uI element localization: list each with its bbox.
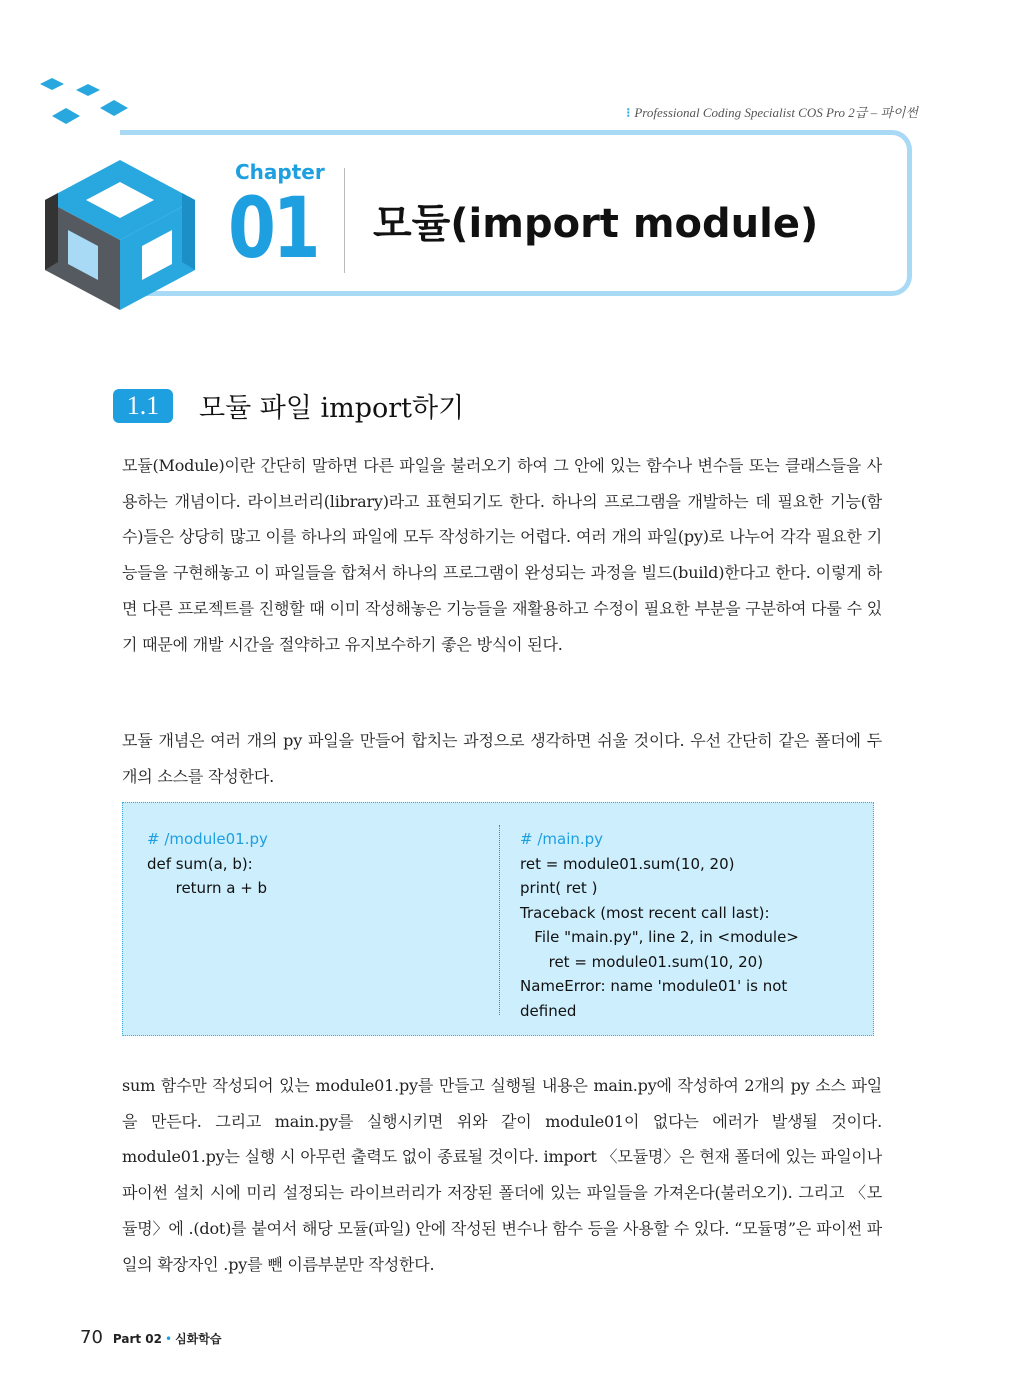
- section-number-badge: 1.1: [113, 389, 173, 423]
- code-left-column: [147, 827, 268, 901]
- footer-subtitle: 심화학습: [175, 1332, 222, 1346]
- cube-logo-icon: [30, 70, 210, 320]
- body-paragraph-2: 모듈 개념은 여러 개의 py 파일을 만들어 합치는 과정으로 생각하면 쉬울 것이다. 우선 간단히 같은 폴더에 두 개의 소스를 작성한다.: [122, 731, 882, 786]
- code-line: ret = module01.sum(10, 20): [520, 854, 735, 873]
- chapter-title: 모듈(import module): [373, 201, 819, 247]
- chapter-label: Chapter: [235, 160, 325, 184]
- header-note-text: Professional Coding Specialist COS Pro 2급 – 파이썬: [634, 105, 918, 120]
- code-line: return a + b: [147, 879, 268, 897]
- code-line: ret = module01.sum(10, 20): [520, 952, 764, 971]
- chapter-number: 01: [228, 179, 318, 277]
- footer-part: Part 02: [112, 1332, 163, 1346]
- section-heading: [113, 386, 464, 425]
- code-left-comment: # /module01.py: [147, 830, 268, 848]
- section-title: 모듈 파일 import하기: [199, 393, 465, 424]
- header-note: [626, 102, 918, 121]
- code-line: def sum(a, b):: [147, 854, 253, 873]
- page-number: 70: [80, 1327, 103, 1348]
- code-example-box: [122, 802, 874, 1036]
- code-right-comment: # /main.py: [520, 830, 604, 848]
- code-line: print( ret ): [520, 879, 598, 897]
- code-column-divider: [499, 825, 500, 1015]
- footer-dot-icon: •: [165, 1332, 173, 1346]
- body-paragraph-3: sum 함수만 작성되어 있는 module01.py를 만들고 실행될 내용은 main.py에 작성하여 2개의 py 소스 파일을 만든다. 그리고 main.py를 실행시키면 위와 같이 module01이 없다는 에러가 발생될 것이다. module01.py는 실행 시 아무런 출력도 없이 종료될 것이다. import 〈모듈명〉은 현재 폴더에 있는 파일이나 파이썬 설치 시에 미리 설정되는 라이브러리가 저장된 폴더에 있는 파일들을 가져온다(불러오기). 그리고 〈모듈명〉에 .(dot)를 붙여서 해당 모듈(파일) 안에 작성된 변수나 함수 등을 사용할 수 있다. “모듈명”은 파이썬 파일의 확장자인 .py를 뺀 이름부분만 작성한다.: [122, 1076, 882, 1274]
- code-line: File "main.py", line 2, in <module>: [520, 928, 799, 946]
- header-dots-icon: ⁝: [626, 105, 631, 120]
- code-line: NameError: name 'module01' is not: [520, 977, 788, 995]
- code-line: defined: [520, 1001, 577, 1020]
- code-right-column: [520, 827, 799, 1023]
- body-paragraph-1: 모듈(Module)이란 간단히 말하면 다른 파일을 불러오기 하여 그 안에 있는 함수나 변수들 또는 클래스들을 사용하는 개념이다. 라이브러리(library)라고 표현되기도 한다. 하나의 프로그램을 개발하는 데 필요한 기능(함수)들은 상당히 많고 이를 하나의 파일에 모두 작성하기는 어렵다. 여러 개의 파일(py)로 나누어 각각 필요한 기능들을 구현해놓고 이 파일들을 합쳐서 하나의 프로그램이 완성되는 과정을 빌드(build)한다고 한다. 이렇게 하면 다른 프로젝트를 진행할 때 이미 작성해놓은 기능들을 재활용하고 수정이 필요한 부분을 구분하여 다룰 수 있기 때문에 개발 시간을 절약하고 유지보수하기 좋은 방식이 된다.: [122, 456, 882, 654]
- code-line: Traceback (most recent call last):: [520, 903, 770, 922]
- chapter-divider: [344, 168, 345, 273]
- page-footer: [80, 1327, 221, 1348]
